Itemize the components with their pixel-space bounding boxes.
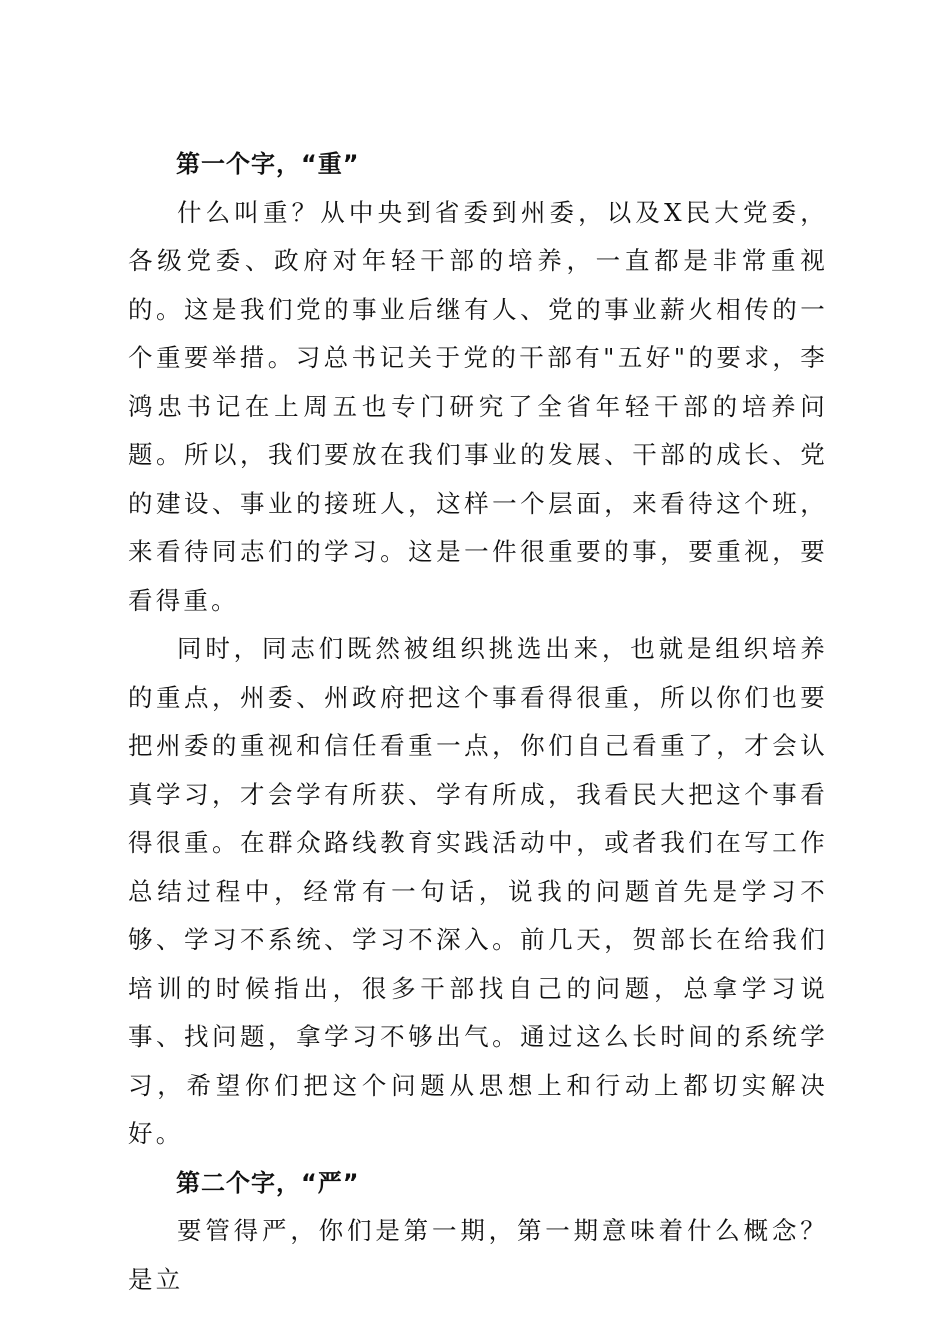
document-body xyxy=(128,140,828,1304)
paragraph-1: 什么叫重？从中央到省委到州委，以及X民大党委，各级党委、政府对年轻干部的培养，一直都是非常重视的。这是我们党的事业后继有人、党的事业薪火相传的一个重要举措。习总书记关于党的干部有"五好"的要求，李鸿忠书记在上周五也专门研究了全省年轻干部的培养问题。所以，我们要放在我们事业的发展、干部的成长、党的建设、事业的接班人，这样一个层面，来看待这个班，来看待同志们的学习。这是一件很重要的事，要重视，要看得重。 xyxy=(128,197,828,615)
paragraph-3: 要管得严，你们是第一期，第一期意味着什么概念？是立 xyxy=(128,1216,828,1294)
section-heading-2: 第二个字，“严” xyxy=(176,1168,360,1197)
section-heading-1: 第一个字，“重” xyxy=(176,150,360,178)
paragraph-2: 同时，同志们既然被组织挑选出来，也就是组织培养的重点，州委、州政府把这个事看得很重，所以你们也要把州委的重视和信任看重一点，你们自己看重了，才会认真学习，才会学有所获、学有所成，我看民大把这个事看得很重。在群众路线教育实践活动中，或者我们在写工作总结过程中，经常有一句话，说我的问题首先是学习不够、学习不系统、学习不深入。前几天，贺部长在给我们培训的时候指出，很多干部找自己的问题，总拿学习说事、找问题，拿学习不够出气。通过这么长时间的系统学习，希望你们把这个问题从思想上和行动上都切实解决好。 xyxy=(128,634,828,1148)
